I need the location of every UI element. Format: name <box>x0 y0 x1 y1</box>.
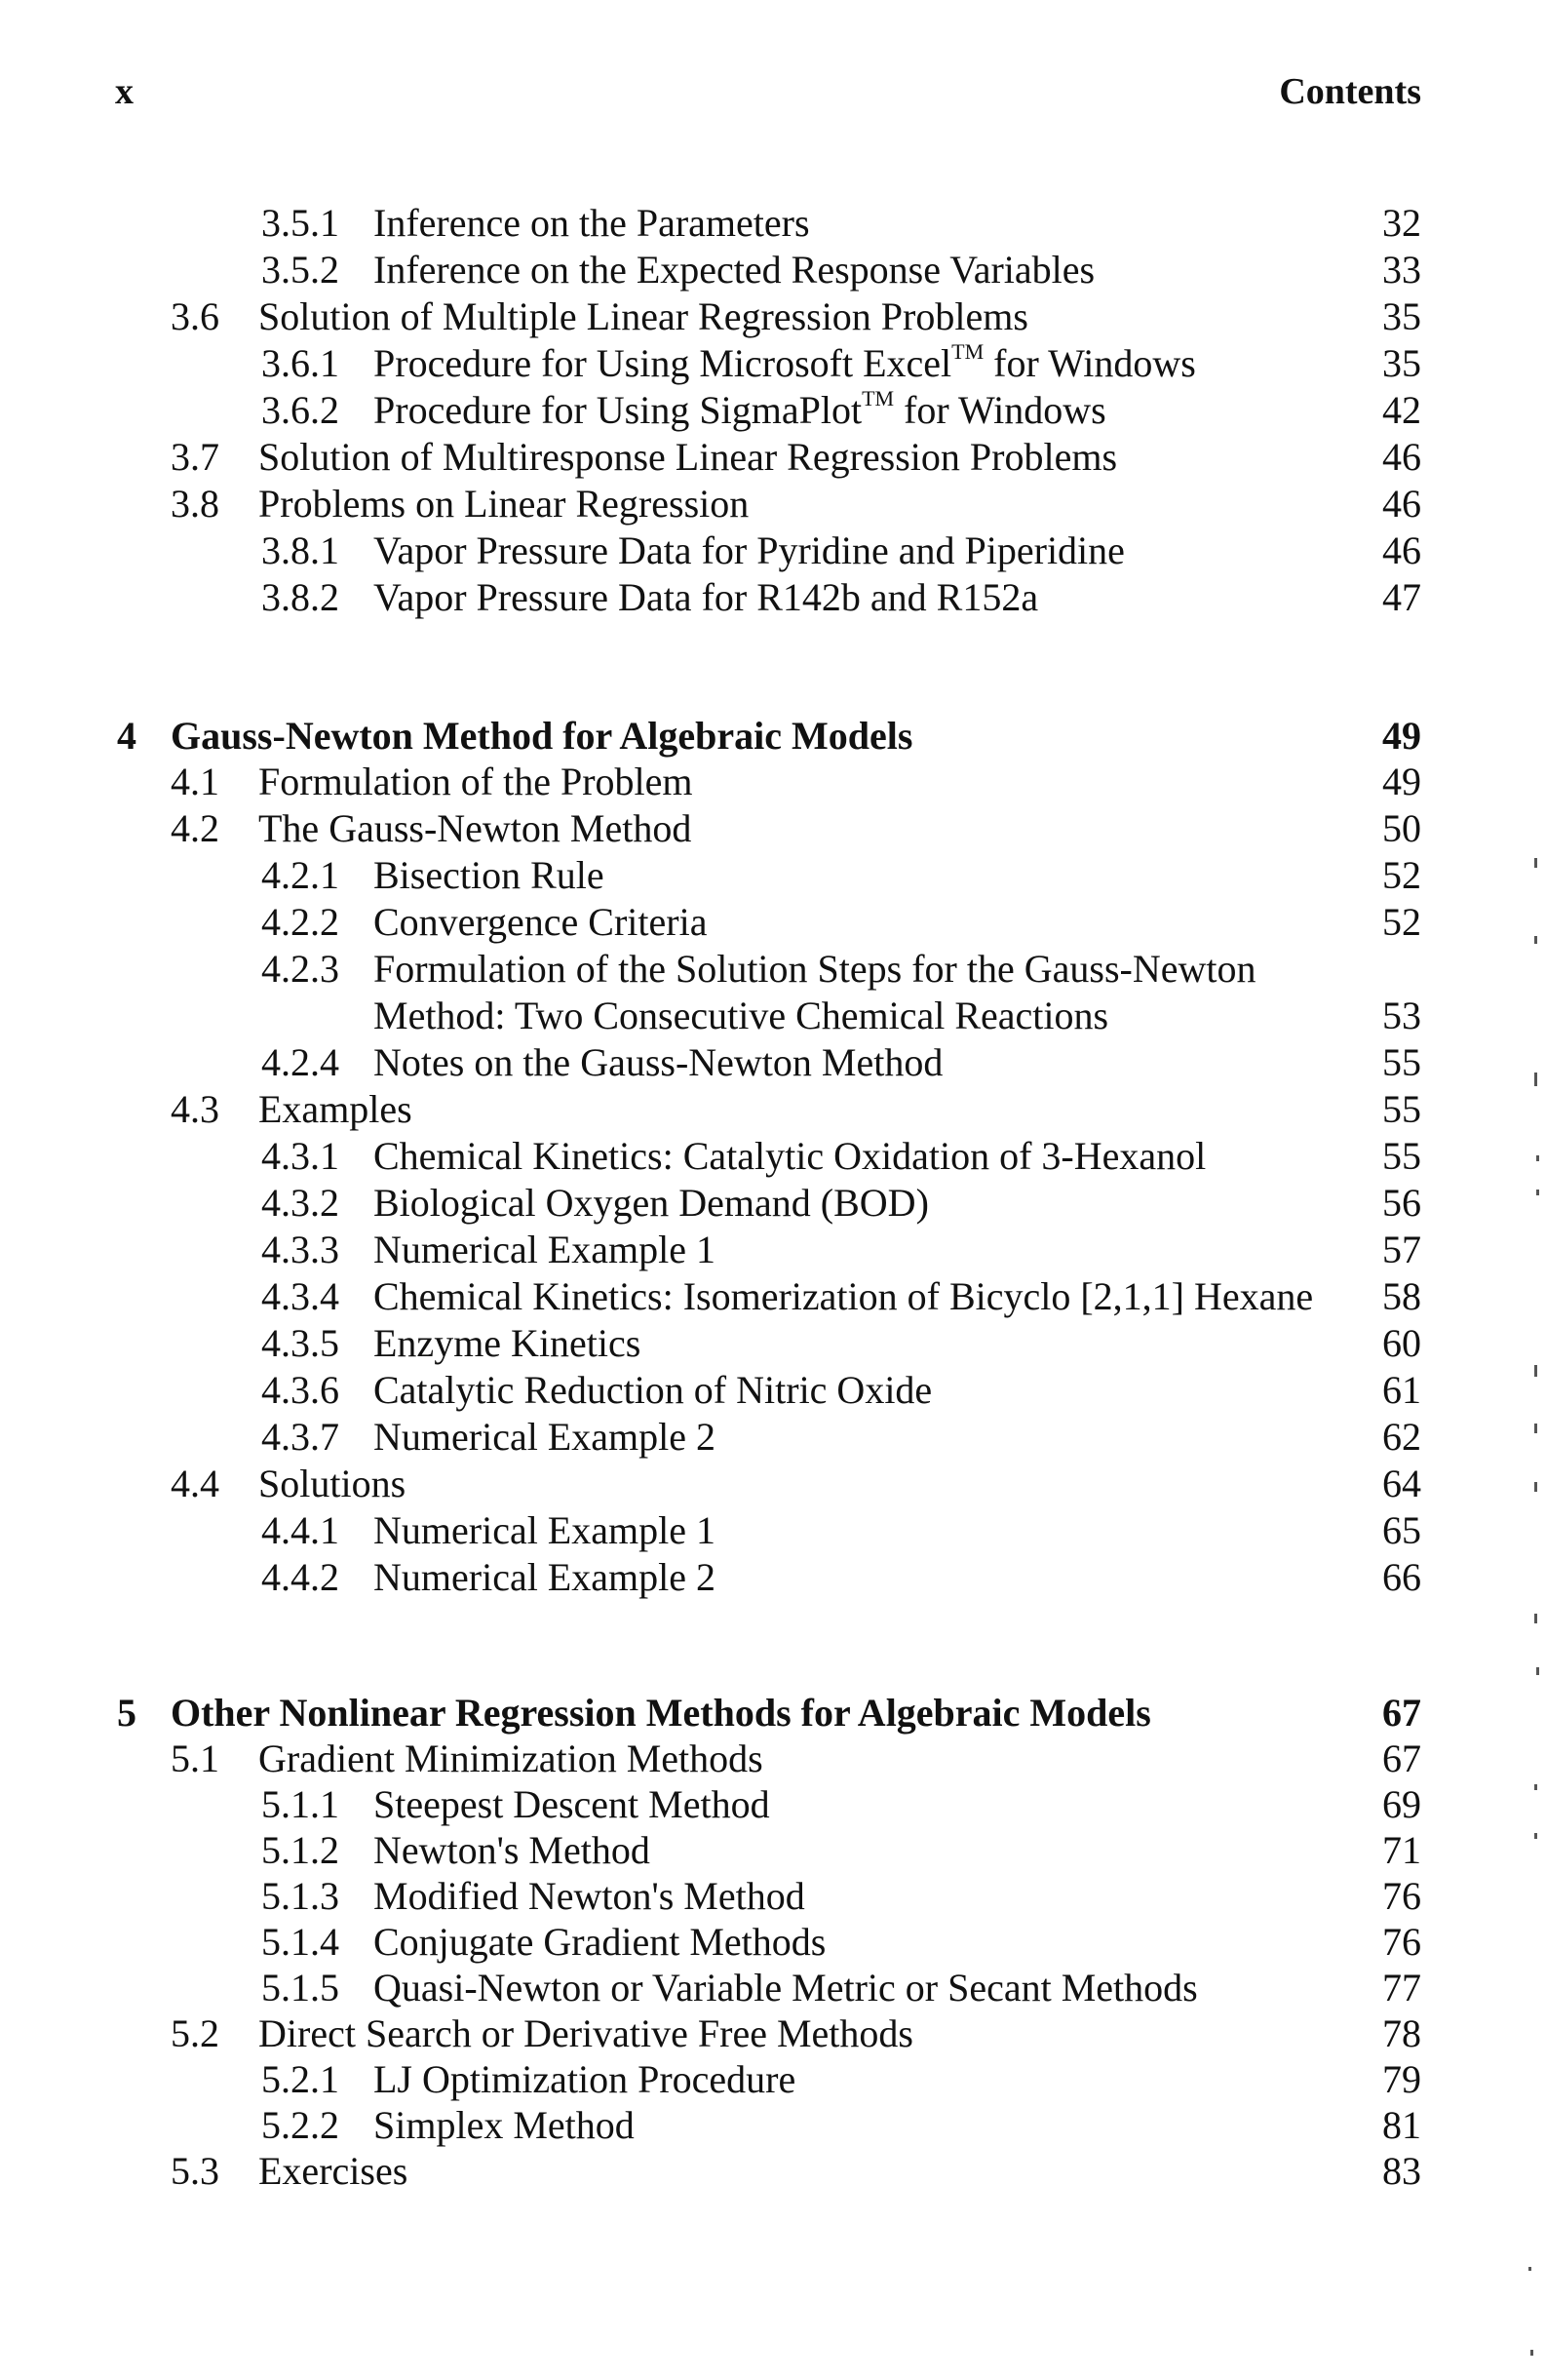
toc-entry-4-2-2[interactable] <box>0 899 1421 946</box>
toc-entry-5-1-3[interactable] <box>0 1873 1421 1920</box>
toc-entry-4-3-4[interactable] <box>0 1273 1421 1320</box>
section-title: Biological Oxygen Demand (BOD) <box>373 1181 929 1225</box>
scan-artifact <box>1534 1833 1537 1839</box>
section-title: Notes on the Gauss-Newton Method <box>373 1040 944 1084</box>
section-number: 4.3.6 <box>261 1368 339 1412</box>
section-title: Bisection Rule <box>373 853 604 897</box>
page-number: 50 <box>1382 806 1421 850</box>
page-number: 47 <box>1382 575 1421 619</box>
page-number: 78 <box>1382 2011 1421 2055</box>
toc-entry-4-2-3-continued[interactable] <box>0 993 1421 1039</box>
scan-artifact <box>1534 1073 1537 1086</box>
section-title: Direct Search or Derivative Free Methods <box>258 2011 913 2055</box>
toc-entry-3-6[interactable] <box>0 293 1421 340</box>
toc-entry-5-1-5[interactable] <box>0 1965 1421 2011</box>
chapter-number: 4 <box>117 714 136 758</box>
trademark-mark: TM <box>951 339 985 364</box>
section-title: Inference on the Parameters <box>373 201 810 245</box>
section-title: Simplex Method <box>373 2103 635 2147</box>
section-title: Catalytic Reduction of Nitric Oxide <box>373 1368 933 1412</box>
section-number: 4.3.4 <box>261 1274 339 1318</box>
toc-entry-5-3[interactable] <box>0 2148 1421 2195</box>
section-title: Solution of Multiple Linear Regression Problems <box>258 294 1028 338</box>
section-number: 5.2.1 <box>261 2057 339 2101</box>
page-number: 52 <box>1382 853 1421 897</box>
section-title <box>373 387 1106 434</box>
section-number: 5.2 <box>171 2011 219 2055</box>
page-number: 55 <box>1382 1134 1421 1178</box>
section-number: 3.6.2 <box>261 388 339 432</box>
section-number: 4.3.3 <box>261 1228 339 1271</box>
chapter-title: Gauss-Newton Method for Algebraic Models <box>171 714 913 758</box>
page-number: 69 <box>1382 1782 1421 1826</box>
scan-artifact <box>1534 936 1537 944</box>
page-number: 35 <box>1382 294 1421 338</box>
section-number: 4.3.7 <box>261 1415 339 1459</box>
toc-chapter-5[interactable] <box>0 1690 1421 1736</box>
toc-entry-5-2[interactable] <box>0 2010 1421 2057</box>
page-number: 46 <box>1382 482 1421 526</box>
section-number: 5.1.1 <box>261 1782 339 1826</box>
chapter-title: Other Nonlinear Regression Methods for Algebraic Models <box>171 1691 1151 1735</box>
section-number: 4.4.1 <box>261 1508 339 1552</box>
page-number: 76 <box>1382 1920 1421 1964</box>
page-number: 60 <box>1382 1321 1421 1365</box>
toc-entry-4-3-7[interactable] <box>0 1414 1421 1461</box>
scan-artifact <box>1528 2267 1531 2271</box>
toc-entry-3-6-2[interactable] <box>0 387 1421 434</box>
page-number: 49 <box>1382 760 1421 803</box>
section-number: 3.5.2 <box>261 248 339 292</box>
section-title: Modified Newton's Method <box>373 1874 805 1918</box>
page-number: 65 <box>1382 1508 1421 1552</box>
section-title: Solutions <box>258 1462 406 1505</box>
section-number: 5.3 <box>171 2149 219 2193</box>
toc-entry-5-2-2[interactable] <box>0 2102 1421 2149</box>
toc-entry-3-8[interactable] <box>0 481 1421 527</box>
toc-entry-4-1[interactable] <box>0 759 1421 805</box>
section-number: 5.1 <box>171 1736 219 1780</box>
section-number: 4.3.2 <box>261 1181 339 1225</box>
section-number: 4.2.2 <box>261 900 339 944</box>
page-number: 52 <box>1382 900 1421 944</box>
scan-artifact <box>1536 1667 1539 1675</box>
section-number: 3.8 <box>171 482 219 526</box>
scan-artifact <box>1534 1365 1537 1377</box>
page-number: 67 <box>1382 1691 1421 1735</box>
section-title: Gradient Minimization Methods <box>258 1736 763 1780</box>
section-title: Formulation of the Solution Steps for the Gauss-Newton <box>373 947 1256 991</box>
toc-entry-4-2-3[interactable] <box>0 946 1421 993</box>
running-head-folio: x <box>115 71 134 112</box>
scan-artifact <box>1530 2350 1533 2356</box>
page-number: 57 <box>1382 1228 1421 1271</box>
section-title: Conjugate Gradient Methods <box>373 1920 827 1964</box>
toc-entry-3-7[interactable] <box>0 434 1421 481</box>
toc-entry-5-1-1[interactable] <box>0 1781 1421 1828</box>
section-number: 4.4 <box>171 1462 219 1505</box>
section-title: Numerical Example 1 <box>373 1228 715 1271</box>
toc-entry-4-3-2[interactable] <box>0 1180 1421 1227</box>
toc-entry-4-3-3[interactable] <box>0 1227 1421 1273</box>
toc-entry-4-2[interactable] <box>0 805 1421 852</box>
page-number: 42 <box>1382 388 1421 432</box>
section-title: Numerical Example 2 <box>373 1415 715 1459</box>
toc-entry-4-4-1[interactable] <box>0 1507 1421 1554</box>
section-number: 5.2.2 <box>261 2103 339 2147</box>
section-title: Newton's Method <box>373 1828 650 1872</box>
page-number: 56 <box>1382 1181 1421 1225</box>
page-number: 55 <box>1382 1087 1421 1131</box>
section-title: Examples <box>258 1087 412 1131</box>
page-number: 64 <box>1382 1462 1421 1505</box>
section-title: Numerical Example 2 <box>373 1555 715 1599</box>
section-title: Problems on Linear Regression <box>258 482 750 526</box>
section-title-part: for Windows <box>894 388 1106 432</box>
section-number: 4.2.4 <box>261 1040 339 1084</box>
section-title-part: for Windows <box>984 341 1196 385</box>
section-number: 4.3 <box>171 1087 219 1131</box>
toc-entry-4-4[interactable] <box>0 1461 1421 1507</box>
page-number: 71 <box>1382 1828 1421 1872</box>
page-number: 46 <box>1382 435 1421 479</box>
section-number: 4.1 <box>171 760 219 803</box>
toc-entry-5-1-2[interactable] <box>0 1827 1421 1874</box>
page-number: 79 <box>1382 2057 1421 2101</box>
scan-artifact <box>1534 1784 1537 1790</box>
section-number: 4.4.2 <box>261 1555 339 1599</box>
section-number: 4.2.3 <box>261 947 339 991</box>
toc-chapter-4[interactable] <box>0 713 1421 760</box>
toc-entry-3-8-2[interactable] <box>0 574 1421 621</box>
section-title <box>373 340 1196 387</box>
section-title-continued: Method: Two Consecutive Chemical Reactions <box>373 994 1109 1037</box>
toc-entry-4-2-1[interactable] <box>0 852 1421 899</box>
section-number: 5.1.5 <box>261 1966 339 2009</box>
scan-artifact <box>1536 1155 1539 1161</box>
section-number: 5.1.2 <box>261 1828 339 1872</box>
section-number: 3.7 <box>171 435 219 479</box>
page-number: 76 <box>1382 1874 1421 1918</box>
toc-entry-5-2-1[interactable] <box>0 2056 1421 2103</box>
section-title: The Gauss-Newton Method <box>258 806 692 850</box>
toc-entry-4-3-1[interactable] <box>0 1133 1421 1180</box>
page-number: 32 <box>1382 201 1421 245</box>
toc-entry-5-1-4[interactable] <box>0 1919 1421 1966</box>
page-number: 77 <box>1382 1966 1421 2009</box>
section-title: Chemical Kinetics: Isomerization of Bicyclo [2,1,1] Hexane <box>373 1274 1314 1318</box>
section-number: 3.6 <box>171 294 219 338</box>
page-number: 61 <box>1382 1368 1421 1412</box>
section-number: 3.8.1 <box>261 528 339 572</box>
page-number: 81 <box>1382 2103 1421 2147</box>
page-number: 55 <box>1382 1040 1421 1084</box>
section-title: Steepest Descent Method <box>373 1782 770 1826</box>
section-title-part: Procedure for Using Microsoft Excel <box>373 341 952 385</box>
section-title: Formulation of the Problem <box>258 760 693 803</box>
page-number: 49 <box>1382 714 1421 758</box>
section-title: Vapor Pressure Data for R142b and R152a <box>373 575 1039 619</box>
toc-entry-3-6-1[interactable] <box>0 340 1421 387</box>
chapter-number: 5 <box>117 1691 136 1735</box>
section-title: Inference on the Expected Response Variables <box>373 248 1096 292</box>
toc-entry-3-5-1[interactable] <box>0 200 1421 247</box>
section-number: 4.3.1 <box>261 1134 339 1178</box>
section-title: Convergence Criteria <box>373 900 708 944</box>
page-number: 46 <box>1382 528 1421 572</box>
scan-artifact <box>1534 1614 1537 1623</box>
section-title: Solution of Multiresponse Linear Regression Problems <box>258 435 1118 479</box>
section-number: 4.2.1 <box>261 853 339 897</box>
section-title: Quasi-Newton or Variable Metric or Secant Methods <box>373 1966 1198 2009</box>
toc-entry-5-1[interactable] <box>0 1736 1421 1782</box>
section-title: Vapor Pressure Data for Pyridine and Piperidine <box>373 528 1125 572</box>
section-number: 3.8.2 <box>261 575 339 619</box>
section-number: 5.1.4 <box>261 1920 339 1964</box>
scan-artifact <box>1534 1424 1537 1433</box>
section-number: 4.2 <box>171 806 219 850</box>
scan-artifact <box>1536 1190 1539 1195</box>
toc-entry-4-3-6[interactable] <box>0 1367 1421 1414</box>
section-title: Chemical Kinetics: Catalytic Oxidation of 3-Hexanol <box>373 1134 1207 1178</box>
trademark-mark: TM <box>862 386 895 410</box>
section-number: 4.3.5 <box>261 1321 339 1365</box>
toc-entry-3-8-1[interactable] <box>0 527 1421 574</box>
page-number: 62 <box>1382 1415 1421 1459</box>
toc-entry-4-4-2[interactable] <box>0 1554 1421 1601</box>
toc-entry-4-3[interactable] <box>0 1086 1421 1133</box>
page-number: 66 <box>1382 1555 1421 1599</box>
section-title: Numerical Example 1 <box>373 1508 715 1552</box>
page-number: 83 <box>1382 2149 1421 2193</box>
section-number: 3.6.1 <box>261 341 339 385</box>
section-number: 5.1.3 <box>261 1874 339 1918</box>
toc-entry-3-5-2[interactable] <box>0 247 1421 293</box>
page-number: 67 <box>1382 1736 1421 1780</box>
page-number: 33 <box>1382 248 1421 292</box>
scan-artifact <box>1534 858 1537 868</box>
running-head-title: Contents <box>1279 71 1421 112</box>
section-number: 3.5.1 <box>261 201 339 245</box>
toc-entry-4-2-4[interactable] <box>0 1039 1421 1086</box>
page-number: 35 <box>1382 341 1421 385</box>
page-number: 58 <box>1382 1274 1421 1318</box>
page-number: 53 <box>1382 994 1421 1037</box>
section-title: Enzyme Kinetics <box>373 1321 641 1365</box>
section-title: Exercises <box>258 2149 408 2193</box>
scan-artifact <box>1534 1482 1537 1492</box>
section-title-part: Procedure for Using SigmaPlot <box>373 388 863 432</box>
toc-entry-4-3-5[interactable] <box>0 1320 1421 1367</box>
section-title: LJ Optimization Procedure <box>373 2057 796 2101</box>
